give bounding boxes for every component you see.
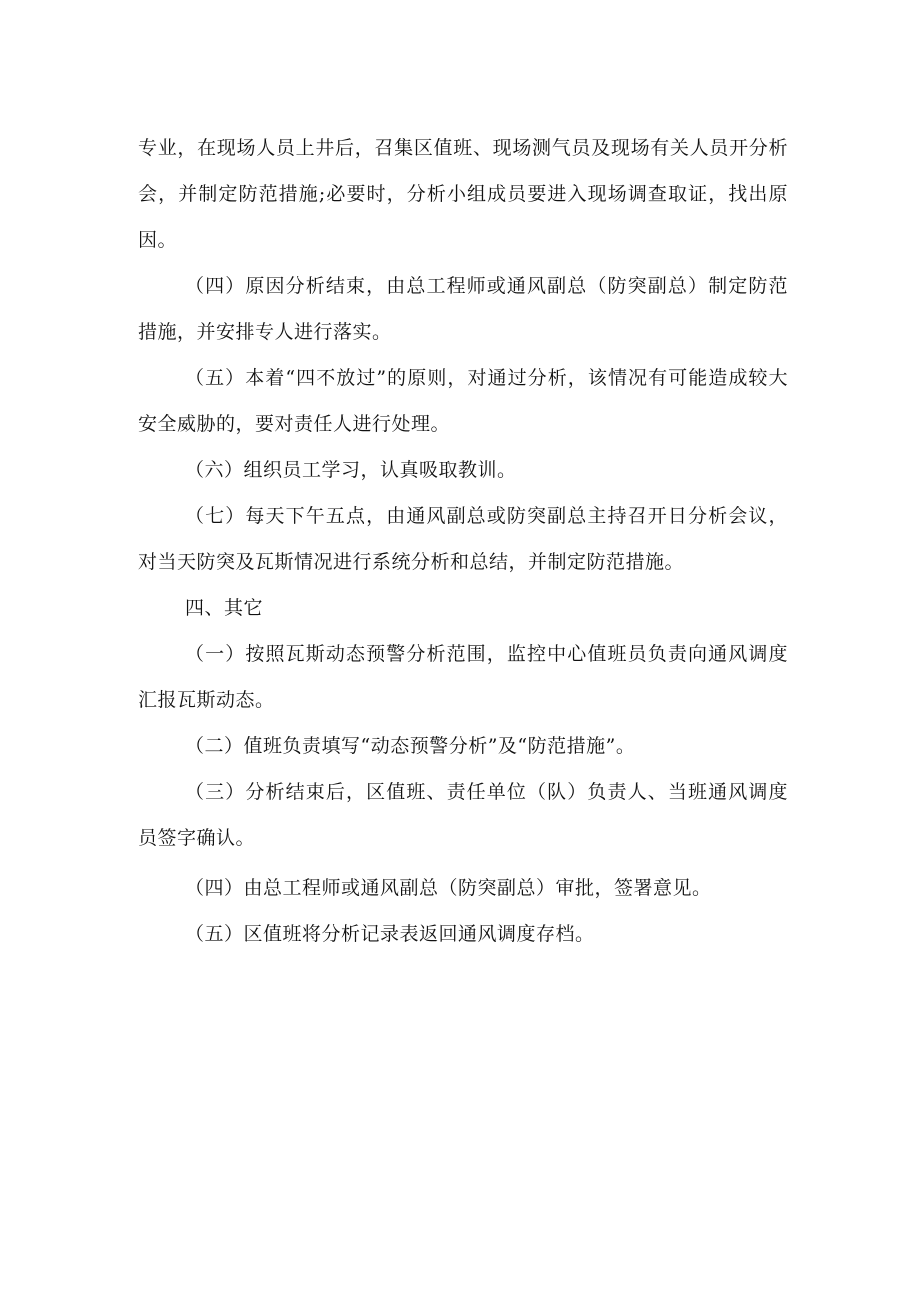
paragraph-others-4: （四）由总工程师或通风副总（防突副总）审批，签署意见。 <box>185 877 712 899</box>
paragraph-item-4-analysis-end: （四）原因分析结束，由总工程师或通风副总（防突副总）制定防范措施，并安排专人进行落实。 <box>138 275 788 343</box>
paragraph-others-1: （一）按照瓦斯动态预警分析范围，监控中心值班员负责向通风调度汇报瓦斯动态。 <box>138 643 788 711</box>
paragraph-others-2: （二）值班负责填写“动态预警分析”及“防范措施”。 <box>185 735 636 757</box>
document-body <box>138 125 788 957</box>
paragraph-others-3: （三）分析结束后，区值班、责任单位（队）负责人、当班通风调度员签字确认。 <box>138 781 788 849</box>
paragraph-continuation: 专业，在现场人员上井后，召集区值班、现场测气员及现场有关人员开分析会，并制定防范措施;必要时，分析小组成员要进入现场调查取证，找出原因。 <box>138 137 788 251</box>
paragraph-item-5-four-no-pass: （五）本着“四不放过”的原则，对通过分析，该情况有可能造成较大安全威胁的，要对责任人进行处理。 <box>138 367 788 435</box>
paragraph-others-5: （五）区值班将分析记录表返回通风调度存档。 <box>185 923 595 945</box>
paragraph-item-6-staff-learning: （六）组织员工学习，认真吸取教训。 <box>185 459 517 481</box>
section-heading-others: 四、其它 <box>185 597 264 619</box>
paragraph-item-7-daily-meeting: （七）每天下午五点，由通风副总或防突副总主持召开日分析会议，对当天防突及瓦斯情况进行系统分析和总结，并制定防范措施。 <box>138 505 788 573</box>
